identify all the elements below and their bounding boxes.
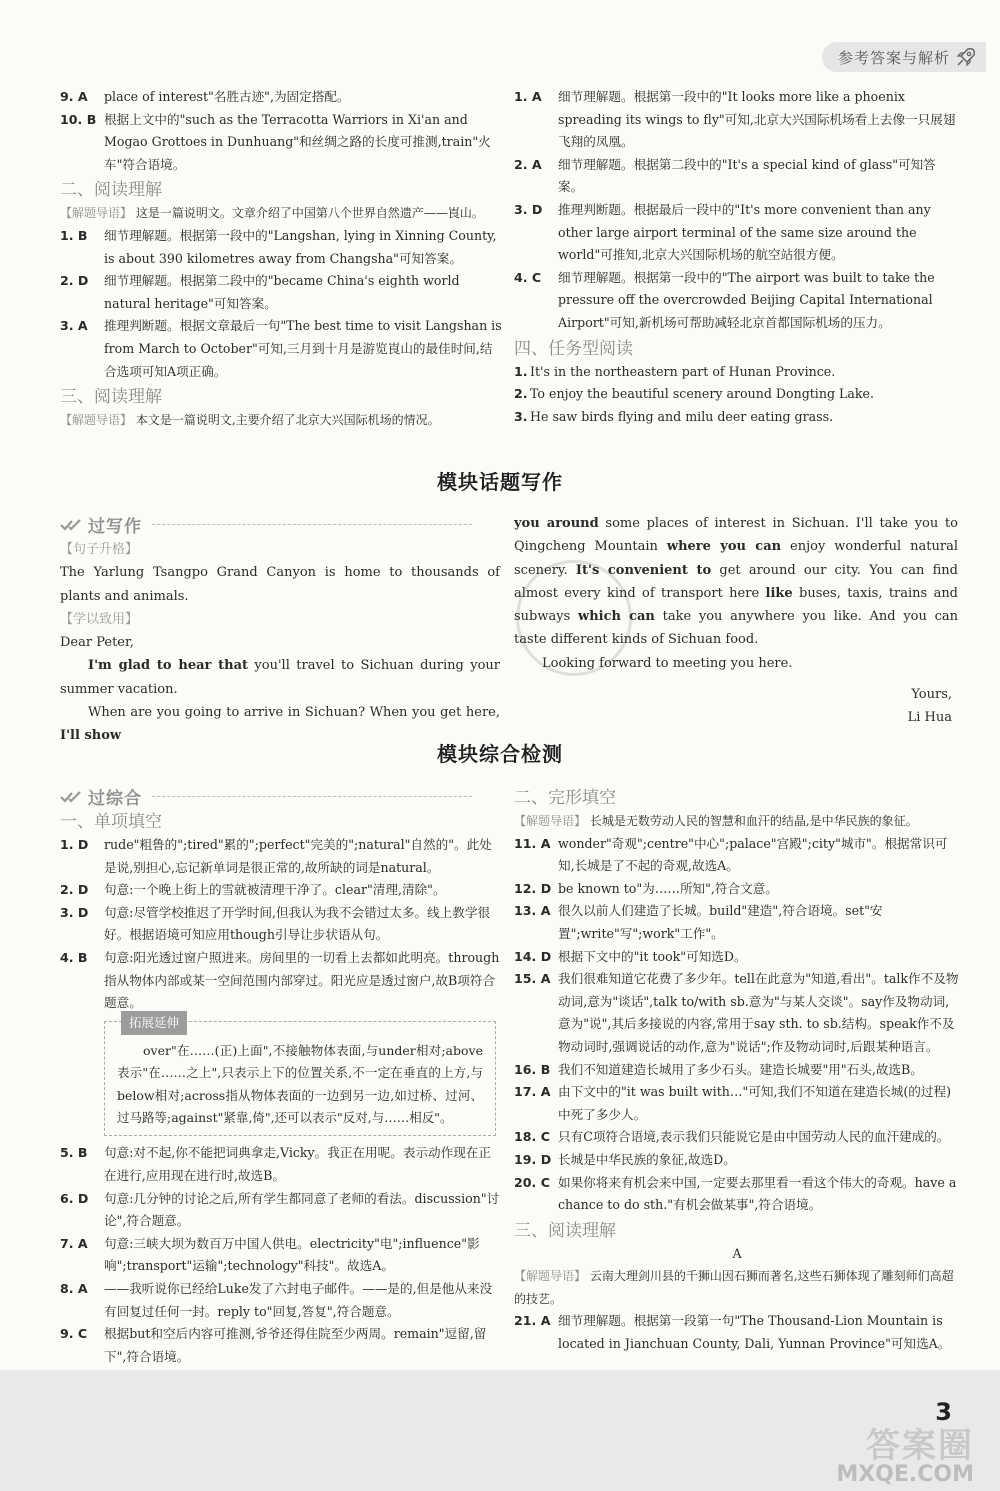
answer-text: 句意:对不起,你不能把词典拿走,Vicky。我正在用呢。表示动作现在正在进行,应用现在进行时,故选B。	[104, 1145, 491, 1183]
letter-text: enjoy wonderful natural scenery.	[514, 539, 958, 578]
extension-text: over"在……(正)上面",不接触物体表面,与under相对;above表示"在……之上",只表示上下的位置关系,不一定在垂直的上方,与below相对;across指从物体表面的一边到另一边,如过桥、过河、过马路等;against"紧靠,倚",还可以表示"反对,与……相反"。	[117, 1042, 483, 1125]
letter-signature: Li Hua	[907, 710, 952, 726]
answer-text: 由下文中的"it was built with…"可知,我们不知道在建造长城(的过程)中死了多少人。	[558, 1084, 952, 1122]
answer-number: 1. D	[60, 837, 89, 852]
section-heading: 三、阅读理解	[514, 1220, 616, 1241]
answer-text: 长城是中华民族的象征,故选D。	[558, 1151, 736, 1167]
answer-text: 我们很难知道它花费了多少年。tell在此意为"知道,看出"。talk作不及物动词,意为"谈话",talk to/with sb.意为"与某人交谈"。say作及物动词,意为"说",其后多接说的内容,常用于say sth. to sb.结构。speak作不及物动词时,强调说话的动作,意为"说话";作及物动词时,后跟某种语言。	[558, 971, 959, 1054]
answer-text: 根据but和空后内容可推测,爷爷还得住院至少两周。remain"逗留,留下",符合语境。	[104, 1326, 487, 1364]
test-band	[60, 784, 502, 809]
answer-number: 2. D	[60, 882, 89, 898]
guide-text	[514, 1265, 960, 1310]
header-tab	[822, 42, 986, 72]
letter-paragraph	[514, 512, 958, 652]
watermark-logo: 答案圈	[866, 1426, 974, 1466]
guide-body: 本文是一篇说明文,主要介绍了北京大兴国际机场的情况。	[135, 413, 440, 428]
writing-title: 模块话题写作	[437, 470, 563, 494]
page-number: 3	[935, 1398, 952, 1426]
writing-left	[60, 538, 500, 748]
answer-number: 14. D	[514, 948, 552, 964]
answer-text: 细节理解题。根据第一段第一句"The Thousand-Lion Mountain is located in Jianchuan County, Dali, Yunnan Province"可知选A。	[558, 1313, 951, 1352]
band-line	[152, 796, 472, 797]
bold-phrase: It's convenient to	[575, 562, 712, 578]
answer-number: 20. C	[514, 1174, 550, 1190]
answer-text: 细节理解题。根据第一段中的"Langshan, lying in Xinning County, is about 390 kilometres away from Changsha"可知答案。	[104, 227, 497, 266]
letter-text: take you anywhere you like. And you can taste different kinds of Sichuan food.	[514, 609, 958, 648]
writing-right	[514, 512, 958, 730]
answer-item	[514, 1149, 960, 1172]
answer-text: He saw birds flying and milu deer eating grass.	[530, 408, 834, 424]
answer-text: wonder"奇观";centre"中心";palace"宫殿";city"城市"。根据常识可知,长城是了不起的奇观,故选A。	[558, 835, 948, 874]
answer-item	[514, 946, 960, 969]
answer-number: 9. C	[60, 1326, 88, 1342]
answer-item	[514, 406, 960, 429]
answer-number: 3.	[514, 408, 528, 424]
letter-text: some places of interest in Sichuan. I'll take you to Qingcheng Mountain	[514, 516, 958, 555]
answer-item	[60, 947, 502, 1015]
answer-text: 句意:尽管学校推迟了开学时间,但我认为我不会错过太多。线上教学很好。根据语境可知应用though引导让步状语从句。	[104, 904, 491, 943]
answer-text: 我们不知道建造长城用了多少石头。建造长城要"用"石头,故选B。	[558, 1061, 923, 1077]
band-label: 过综合	[88, 789, 142, 809]
answer-number: 21. A	[514, 1313, 551, 1329]
answer-text: 句意:阳光透过窗户照进来。房间里的一切看上去都如此明亮。through指从物体内部或某一空间范围内部穿过。阳光应是透过窗户,故B项符合题意。	[104, 949, 500, 1011]
answer-number: 12. D	[514, 880, 552, 896]
answer-number: 3. D	[514, 201, 543, 217]
band-label: 过写作	[88, 517, 142, 537]
answer-text: 推理判断题。根据最后一段中的"It's more convenient than any other large airport terminal of the same size around the world"可推知,北京大兴国际机场的航空站很方便。	[558, 201, 931, 263]
guide-body: 这是一篇说明文。文章介绍了中国第八个世界自然遗产——崀山。	[135, 206, 484, 221]
answer-number: 3. D	[60, 904, 89, 920]
answer-item	[514, 199, 960, 267]
guide-tag: 【解题导语】	[60, 413, 133, 428]
answer-item	[60, 1278, 502, 1323]
answer-number: 17. A	[514, 1084, 551, 1100]
extension-box	[104, 1014, 496, 1137]
answer-item	[514, 1081, 960, 1126]
tag-label: 【句子升格】	[60, 542, 139, 557]
bold-phrase: you around	[514, 516, 599, 531]
guide-tag: 【解题导语】	[60, 206, 133, 221]
answer-item	[60, 879, 502, 902]
answer-text: 推理判断题。根据文章最后一句"The best time to visit Langshan is from March to October"可知,三月到十月是游览崀山的最佳时间,结合选项可知A项正确。	[104, 318, 502, 379]
section-heading: 一、单项填空	[60, 812, 162, 832]
answer-number: 19. D	[514, 1151, 552, 1167]
letter-text: get around our city. You can find almost every kind of transport here	[514, 562, 958, 601]
letter-paragraph: Looking forward to meeting you here.	[542, 655, 793, 671]
sec1-left-column	[60, 86, 502, 432]
extension-label: 拓展延伸	[121, 1011, 187, 1035]
guide-text	[60, 202, 502, 225]
answer-number: 13. A	[514, 903, 551, 919]
answer-number: 4. C	[514, 269, 542, 285]
answer-item	[60, 1142, 502, 1187]
answer-number: 4. B	[60, 949, 88, 965]
answer-text: 细节理解题。根据第二段中的"It's a special kind of glass"可知答案。	[558, 156, 936, 195]
rocket-icon	[954, 45, 978, 69]
checkmark-icon	[60, 518, 82, 532]
test-left-column	[60, 808, 502, 1436]
answer-text: 如果你将来有机会来中国,一定要去那里看一看这个伟大的奇观。have a chance to do sth."有机会做某事",符合语境。	[558, 1174, 957, 1213]
sec1-right-column	[514, 86, 960, 428]
header-tab-label: 参考答案与解析	[837, 48, 950, 67]
section-heading: 三、阅读理解	[60, 387, 162, 408]
answer-item	[60, 834, 502, 879]
answer-item	[514, 154, 960, 199]
answer-item	[60, 109, 502, 177]
letter-text: When are you going to arrive in Sichuan? When you get here,	[88, 705, 500, 721]
upgraded-sentence: The Yarlung Tsangpo Grand Canyon is home to thousands of plants and animals.	[60, 565, 500, 604]
watermark-url: MXQE.COM	[836, 1462, 974, 1487]
checkmark-icon	[60, 790, 82, 804]
answer-text: 根据上文中的"such as the Terracotta Warriors in Xi'an and Mogao Grottoes in Dunhuang"和丝绸之路的长度可推测,train"火车"符合语境。	[104, 111, 491, 172]
answer-text: It's in the northeastern part of Hunan Province.	[530, 363, 836, 379]
bold-phrase: where you can	[666, 539, 782, 555]
answer-item	[60, 1323, 502, 1368]
guide-tag: 【解题导语】	[514, 1269, 587, 1284]
guide-text	[514, 810, 960, 833]
answer-item	[514, 267, 960, 335]
answer-text: 细节理解题。根据第二段中的"became China's eighth world natural heritage"可知答案。	[104, 273, 460, 311]
answer-text: 句意:三峡大坝为数百万中国人供电。electricity"电";influence"影响";transport"运输";technology"科技"。故选A。	[104, 1235, 480, 1274]
letter-text: you'll travel to Sichuan during your summer vacation.	[60, 658, 500, 697]
guide-tag: 【解题导语】	[514, 814, 587, 828]
answer-number: 10. B	[60, 111, 97, 127]
answer-text: 细节理解题。根据第一段中的"It looks more like a phoenix spreading its wings to fly"可知,北京大兴国际机场看上去像一只展翅飞翔的凤凰。	[558, 89, 956, 150]
section-heading: 二、完形填空	[514, 788, 616, 808]
guide-body: 云南大理剑川县的千狮山因石狮而著名,这些石狮体现了雕刻师们高超的技艺。	[514, 1269, 954, 1306]
answer-number: 1. B	[60, 227, 88, 243]
letter-text: buses, taxis, trains and subways	[514, 585, 959, 625]
answer-number: 7. A	[60, 1235, 88, 1251]
answer-number: 1. A	[514, 89, 542, 104]
letter-closing: Yours,	[911, 687, 952, 703]
answer-text: 句意:一个晚上街上的雪就被清理干净了。clear"清理,清除"。	[104, 882, 446, 898]
answer-item	[514, 361, 960, 384]
answer-number: 1.	[514, 363, 528, 379]
answer-item	[514, 1172, 960, 1217]
answer-number: 9. A	[60, 89, 88, 104]
answer-text: 细节理解题。根据第一段中的"The airport was built to take the pressure off the overcrowded Beijing Capital International Airport"可知,新机场可帮助减轻北京首都国际机场的压力。	[558, 269, 935, 330]
answer-text: be known to"为……所知",符合文意。	[558, 880, 778, 896]
tag-label: 【学以致用】	[60, 611, 139, 627]
answer-item	[60, 1188, 502, 1233]
answer-number: 15. A	[514, 971, 551, 987]
answer-item	[514, 833, 960, 878]
guide-body: 长城是无数劳动人民的智慧和血汗的结晶,是中华民族的象征。	[589, 814, 918, 828]
answer-item	[514, 1059, 960, 1082]
answer-text: 只有C项符合语境,表示我们只能说它是由中国劳动人民的血汗建成的。	[558, 1129, 950, 1145]
letter-paragraph	[60, 654, 500, 701]
answer-item	[60, 1233, 502, 1278]
answer-item	[514, 1310, 960, 1355]
guide-text	[60, 409, 502, 432]
answer-text: 句意:几分钟的讨论之后,所有学生都同意了老师的看法。discussion"讨论",符合题意。	[104, 1190, 500, 1229]
answer-text: ——我听说你已经给Luke发了六封电子邮件。——是的,但是他从来没有回复过任何一封。reply to"回复,答复",符合题意。	[104, 1280, 493, 1319]
answer-number: 16. B	[514, 1061, 551, 1077]
answer-number: 2. A	[514, 156, 542, 172]
bold-phrase: I'm glad to hear that	[88, 658, 249, 674]
answer-item	[60, 315, 502, 383]
answer-text: 很久以前人们建造了长城。build"建造",符合语境。set"安置";write"写";work"工作"。	[558, 903, 883, 941]
answer-item	[514, 900, 960, 945]
writing-band	[60, 512, 502, 537]
answer-item	[60, 86, 502, 109]
answer-number: 11. A	[514, 835, 551, 851]
answer-item	[60, 225, 502, 270]
answer-item	[60, 902, 502, 947]
answer-text: rude"粗鲁的";tired"累的";perfect"完美的";natural"自然的"。此处是说,别担心,忘记新单词是很正常的,故所缺的词是natural。	[104, 837, 492, 875]
section-heading: 四、任务型阅读	[514, 338, 633, 359]
test-title: 模块综合检测	[437, 742, 563, 766]
answer-item	[514, 1126, 960, 1149]
answer-item	[514, 86, 960, 154]
answer-number: 3. A	[60, 318, 88, 334]
answer-text: 根据下文中的"it took"可知选D。	[558, 948, 747, 964]
band-line	[152, 524, 472, 525]
answer-number: 2.	[514, 386, 528, 402]
test-right-column	[514, 784, 960, 1356]
answer-number: 8. A	[60, 1280, 88, 1296]
answer-item	[514, 878, 960, 901]
section-heading: 二、阅读理解	[60, 180, 162, 201]
answer-number: 6. D	[60, 1190, 89, 1206]
bold-phrase: like	[765, 585, 793, 601]
answer-number: 2. D	[60, 273, 89, 289]
answer-item	[60, 270, 502, 315]
letter-greeting: Dear Peter,	[60, 635, 134, 651]
answer-text: place of interest"名胜古迹",为固定搭配。	[104, 89, 350, 104]
answer-number: 18. C	[514, 1129, 550, 1145]
answer-text: To enjoy the beautiful scenery around Dongting Lake.	[530, 386, 874, 402]
bold-phrase: I'll show	[60, 728, 122, 744]
bold-phrase: which can	[578, 609, 655, 625]
answer-item	[514, 968, 960, 1058]
answer-item	[514, 383, 960, 406]
answer-number: 5. B	[60, 1145, 88, 1161]
part-label: A	[732, 1245, 742, 1261]
